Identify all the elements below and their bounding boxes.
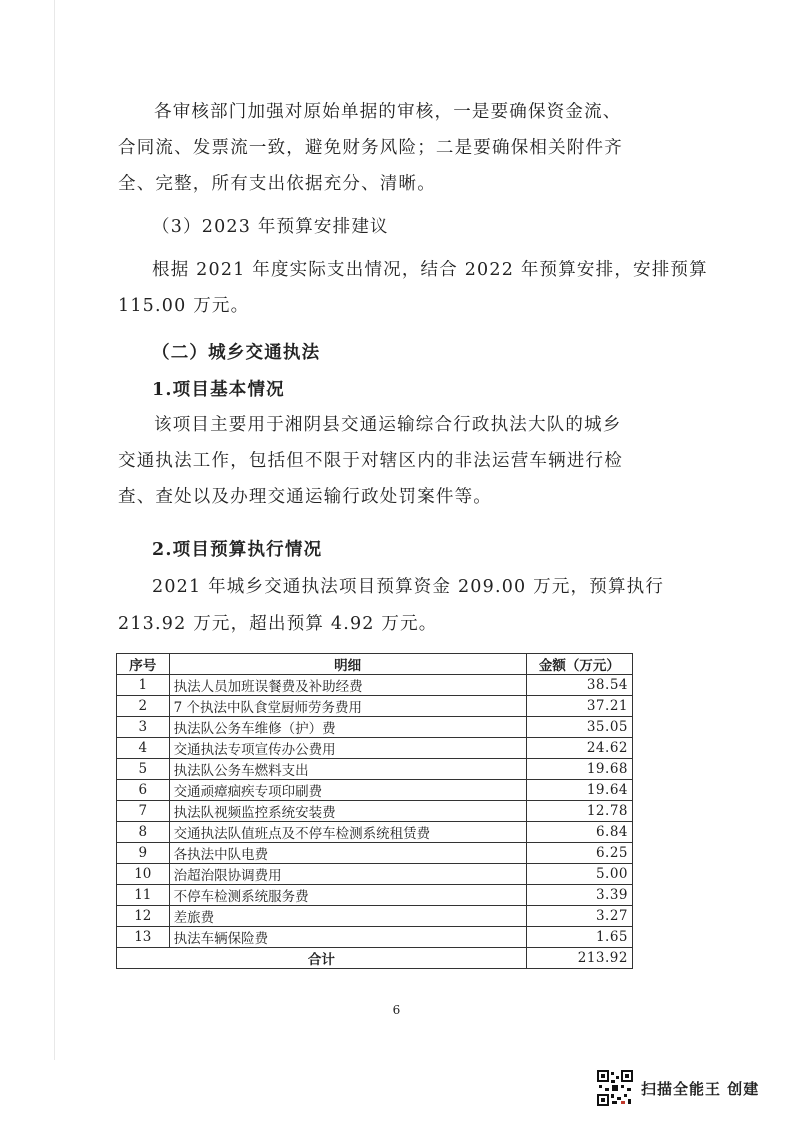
cell-amount: 37.21 <box>526 696 632 717</box>
header-no: 序号 <box>117 654 170 675</box>
heading-2023-budget: （3）2023 年预算安排建议 <box>152 217 389 237</box>
cell-no: 13 <box>117 927 170 948</box>
scanner-brand-text: 扫描全能王 创建 <box>641 1080 760 1098</box>
table-row <box>117 675 633 696</box>
cell-amount: 12.78 <box>526 801 632 822</box>
table-row <box>117 717 633 738</box>
table-row <box>117 864 633 885</box>
heading-project-basic: 1.项目基本情况 <box>152 380 285 400</box>
total-amount: 213.92 <box>526 948 632 969</box>
cell-no: 3 <box>117 717 170 738</box>
cell-amount: 6.84 <box>526 822 632 843</box>
table-row <box>117 927 633 948</box>
cell-desc: 差旅费 <box>169 906 526 927</box>
cell-desc: 交通执法专项宣传办公费用 <box>169 738 526 759</box>
cell-amount: 5.00 <box>526 864 632 885</box>
cell-desc: 交通顽瘴痼疾专项印刷费 <box>169 780 526 801</box>
cell-no: 2 <box>117 696 170 717</box>
paragraph-audit: 各审核部门加强对原始单据的审核，一是要确保资金流、合同流、发票流一致，避免财务风险；二是要确保相关附件齐全、完整，所有支出依据充分、清晰。 <box>118 102 623 194</box>
table-row <box>117 738 633 759</box>
cell-amount: 19.64 <box>526 780 632 801</box>
cell-no: 1 <box>117 675 170 696</box>
cell-desc: 治超治限协调费用 <box>169 864 526 885</box>
cell-amount: 38.54 <box>526 675 632 696</box>
table-total-row <box>117 948 633 969</box>
cell-amount: 19.68 <box>526 759 632 780</box>
paragraph-execution-line2: 213.92 万元，超出预算 4.92 万元。 <box>118 614 438 634</box>
cell-desc: 执法队公务车维修（护）费 <box>169 717 526 738</box>
cell-desc: 执法车辆保险费 <box>169 927 526 948</box>
heading-budget-execution: 2.项目预算执行情况 <box>152 540 323 560</box>
cell-amount: 3.27 <box>526 906 632 927</box>
budget-table <box>116 653 633 969</box>
cell-desc: 各执法中队电费 <box>169 843 526 864</box>
header-amount: 金额（万元） <box>526 654 632 675</box>
table-row <box>117 780 633 801</box>
qr-code-icon <box>597 1070 633 1106</box>
table-row <box>117 843 633 864</box>
cell-no: 9 <box>117 843 170 864</box>
cell-amount: 1.65 <box>526 927 632 948</box>
cell-no: 7 <box>117 801 170 822</box>
table-header-row <box>117 654 633 675</box>
cell-desc: 交通执法队值班点及不停车检测系统租赁费 <box>169 822 526 843</box>
cell-no: 10 <box>117 864 170 885</box>
cell-no: 8 <box>117 822 170 843</box>
cell-desc: 不停车检测系统服务费 <box>169 885 526 906</box>
cell-amount: 3.39 <box>526 885 632 906</box>
section-heading-traffic: （二）城乡交通执法 <box>152 343 321 363</box>
page-number: 6 <box>392 1003 401 1017</box>
cell-desc: 执法队公务车燃料支出 <box>169 759 526 780</box>
cell-amount: 6.25 <box>526 843 632 864</box>
table-row <box>117 822 633 843</box>
cell-amount: 35.05 <box>526 717 632 738</box>
cell-desc: 7 个执法中队食堂厨师劳务费用 <box>169 696 526 717</box>
table-row <box>117 696 633 717</box>
total-label: 合计 <box>117 948 527 969</box>
header-desc: 明细 <box>169 654 526 675</box>
table-row <box>117 906 633 927</box>
table-row <box>117 801 633 822</box>
cell-desc: 执法队视频监控系统安装费 <box>169 801 526 822</box>
paragraph-execution-line1: 2021 年城乡交通执法项目预算资金 209.00 万元，预算执行 <box>152 577 665 597</box>
cell-desc: 执法人员加班误餐费及补助经费 <box>169 675 526 696</box>
cell-no: 11 <box>117 885 170 906</box>
cell-no: 12 <box>117 906 170 927</box>
cell-amount: 24.62 <box>526 738 632 759</box>
table-row <box>117 885 633 906</box>
cell-no: 5 <box>117 759 170 780</box>
table-row <box>117 759 633 780</box>
paragraph-budget-line1: 根据 2021 年度实际支出情况，结合 2022 年预算安排，安排预算 <box>152 260 708 280</box>
cell-no: 6 <box>117 780 170 801</box>
paragraph-budget-line2: 115.00 万元。 <box>118 296 250 316</box>
paragraph-project-desc: 该项目主要用于湘阴县交通运输综合行政执法大队的城乡交通执法工作，包括但不限于对辖区内的非法运营车辆进行检查、查处以及办理交通运输行政处罚案件等。 <box>118 415 623 507</box>
cell-no: 4 <box>117 738 170 759</box>
scan-edge-line <box>54 0 55 1060</box>
